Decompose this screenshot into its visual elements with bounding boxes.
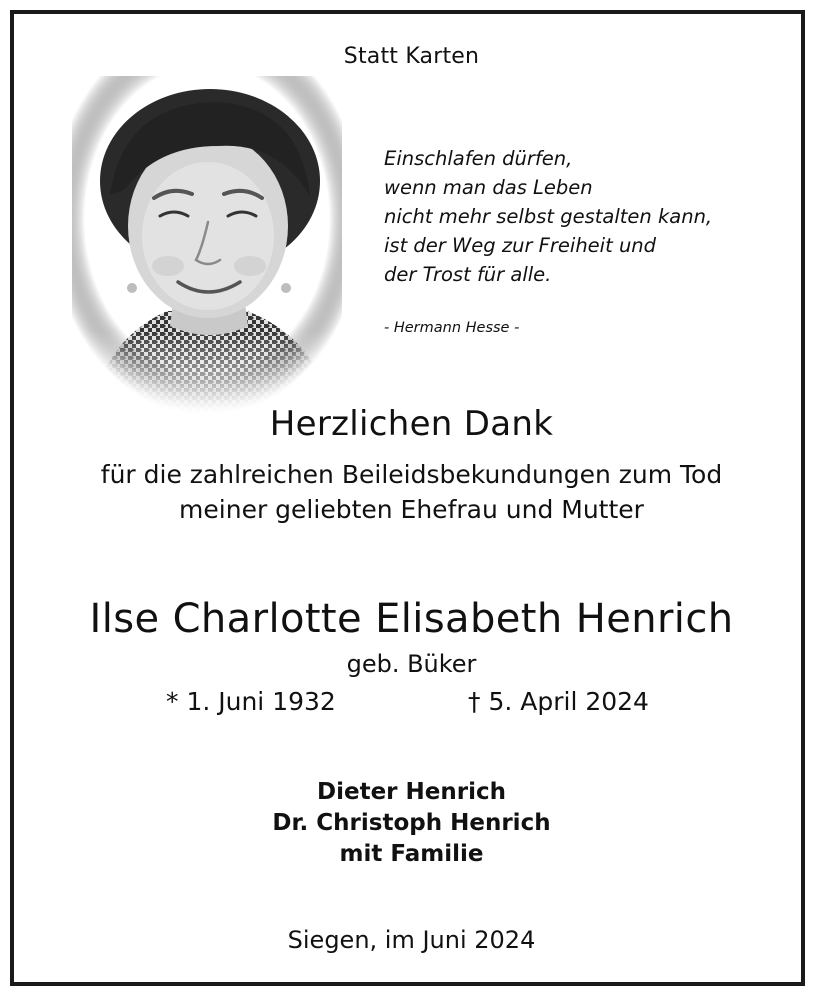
death-date: † 5. April 2024	[468, 687, 649, 716]
header-label: Statt Karten	[343, 44, 480, 69]
poem-line: Einschlafen dürfen,	[384, 147, 573, 170]
place-date: Siegen, im Juni 2024	[287, 926, 536, 954]
portrait-photo	[72, 76, 342, 416]
maiden-name: geb. Büker	[346, 650, 477, 678]
deceased-name: Ilse Charlotte Elisabeth Henrich	[89, 596, 734, 642]
thanks-line-2: meiner geliebten Ehefrau und Mutter	[179, 495, 644, 524]
poem-line: wenn man das Leben	[384, 176, 593, 199]
poem-attribution: - Hermann Hesse -	[384, 320, 520, 336]
poem-line: ist der Weg zur Freiheit und	[384, 234, 657, 257]
thanks-title: Herzlichen Dank	[269, 404, 554, 444]
family-name: mit Familie	[339, 841, 484, 867]
family-name: Dr. Christoph Henrich	[272, 810, 551, 836]
obituary-frame	[10, 10, 805, 986]
family-name: Dieter Henrich	[317, 779, 506, 805]
poem-line: der Trost für alle.	[384, 263, 552, 286]
poem	[384, 144, 712, 289]
poem-line: nicht mehr selbst gestalten kann,	[384, 205, 713, 228]
birth-date: * 1. Juni 1932	[166, 687, 336, 716]
thanks-line-1: für die zahlreichen Beileidsbekundungen zum Tod	[100, 460, 723, 489]
